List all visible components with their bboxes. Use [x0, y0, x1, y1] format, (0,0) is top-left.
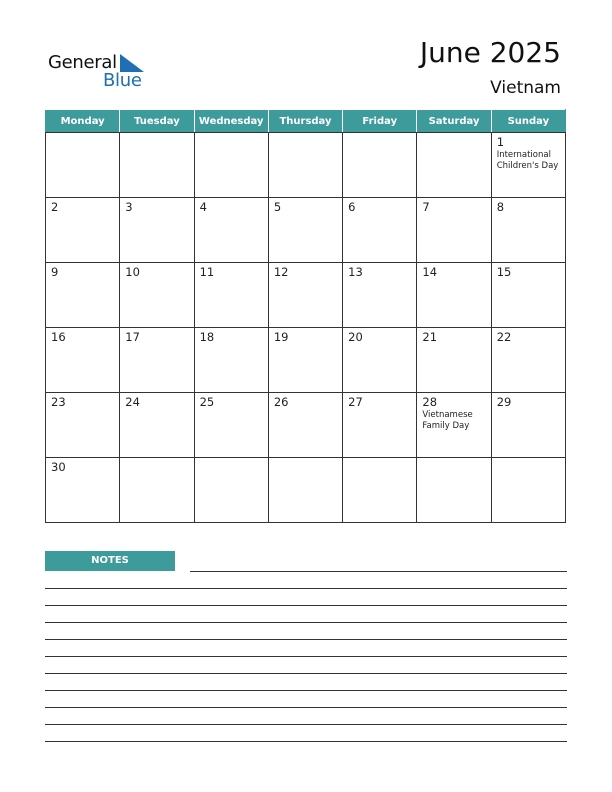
day-number: 7	[422, 200, 430, 214]
day-number: 13	[348, 265, 363, 279]
notes-label: NOTES	[45, 551, 175, 571]
holiday-label: Vietnamese Family Day	[422, 410, 473, 431]
logo-word-general: General	[48, 52, 117, 73]
day-cell	[491, 328, 565, 393]
day-number: 2	[51, 200, 59, 214]
day-cell	[120, 263, 194, 328]
weekday-header-thursday: Thursday	[268, 110, 342, 133]
calendar-grid	[45, 109, 566, 523]
day-number: 26	[273, 395, 289, 409]
day-cell	[268, 133, 342, 198]
holiday-label: International Children's Day	[496, 150, 559, 171]
notes-line	[45, 690, 567, 691]
day-cell	[46, 328, 120, 393]
day-cell	[417, 393, 491, 458]
notes-line	[45, 673, 567, 674]
day-number: 19	[273, 330, 289, 344]
day-cell	[120, 393, 194, 458]
day-cell	[120, 458, 194, 523]
day-number: 6	[348, 200, 356, 214]
day-number: 21	[422, 330, 438, 344]
week-row	[46, 198, 566, 263]
day-cell	[491, 263, 565, 328]
day-cell	[194, 393, 268, 458]
day-cell	[46, 198, 120, 263]
day-number: 11	[199, 265, 215, 279]
weekday-header-monday: Monday	[46, 110, 120, 133]
day-cell	[343, 393, 417, 458]
day-number: 8	[496, 200, 505, 214]
weekday-header-tuesday: Tuesday	[120, 110, 194, 133]
day-cell	[194, 458, 268, 523]
notes-line	[45, 639, 567, 640]
day-number: 16	[51, 330, 66, 344]
day-cell	[268, 263, 342, 328]
day-number: 24	[125, 395, 140, 409]
notes-line	[45, 707, 567, 708]
day-number: 18	[199, 330, 215, 344]
day-cell	[491, 393, 565, 458]
logo-word-blue: Blue	[103, 70, 142, 91]
day-number: 3	[125, 200, 133, 214]
weekday-header-wednesday: Wednesday	[194, 110, 268, 133]
day-cell	[46, 458, 120, 523]
notes-line	[45, 741, 567, 742]
day-cell	[120, 328, 194, 393]
day-cell	[417, 458, 491, 523]
day-number: 4	[199, 200, 207, 214]
day-number: 9	[51, 265, 59, 279]
notes-line	[45, 588, 567, 589]
day-cell	[417, 263, 491, 328]
notes-line	[45, 656, 567, 657]
day-cell	[343, 458, 417, 523]
notes-line	[45, 622, 567, 623]
week-row	[46, 328, 566, 393]
day-cell	[343, 328, 417, 393]
day-cell	[194, 328, 268, 393]
day-cell	[194, 198, 268, 263]
week-row	[46, 133, 566, 198]
day-number: 25	[199, 395, 215, 409]
day-number: 5	[273, 200, 282, 214]
day-cell	[194, 263, 268, 328]
day-cell	[194, 133, 268, 198]
page-title: June 2025	[419, 36, 561, 69]
day-number: 15	[496, 265, 512, 279]
notes-line	[45, 605, 567, 606]
day-cell	[343, 263, 417, 328]
day-number: 29	[496, 395, 512, 409]
generalblue-logo	[48, 52, 158, 92]
day-number: 17	[125, 330, 140, 344]
day-number: 20	[348, 330, 363, 344]
day-number: 23	[51, 395, 66, 409]
week-row	[46, 263, 566, 328]
notes-line	[45, 724, 567, 725]
day-number: 22	[496, 330, 512, 344]
calendar-body	[46, 133, 566, 523]
notes-line	[190, 571, 567, 572]
weekday-header-row	[46, 110, 566, 133]
day-cell	[46, 393, 120, 458]
day-cell	[491, 133, 565, 198]
weekday-header-friday: Friday	[343, 110, 417, 133]
weekday-header-saturday: Saturday	[417, 110, 491, 133]
day-cell	[417, 133, 491, 198]
day-cell	[491, 198, 565, 263]
day-number: 1	[496, 135, 505, 149]
day-cell	[46, 263, 120, 328]
day-cell	[417, 328, 491, 393]
day-cell	[268, 458, 342, 523]
day-number: 12	[273, 265, 289, 279]
country-name: Vietnam	[490, 78, 561, 98]
day-cell	[268, 328, 342, 393]
week-row	[46, 458, 566, 523]
day-number: 10	[125, 265, 140, 279]
day-cell	[268, 393, 342, 458]
weekday-header-sunday: Sunday	[491, 110, 565, 133]
day-cell	[491, 458, 565, 523]
day-number: 30	[51, 460, 66, 474]
day-cell	[120, 198, 194, 263]
day-cell	[268, 198, 342, 263]
day-cell	[120, 133, 194, 198]
day-number: 27	[348, 395, 363, 409]
day-cell	[417, 198, 491, 263]
day-number: 14	[422, 265, 438, 279]
day-number: 28	[422, 395, 438, 409]
day-cell	[343, 198, 417, 263]
week-row	[46, 393, 566, 458]
day-cell	[46, 133, 120, 198]
day-cell	[343, 133, 417, 198]
